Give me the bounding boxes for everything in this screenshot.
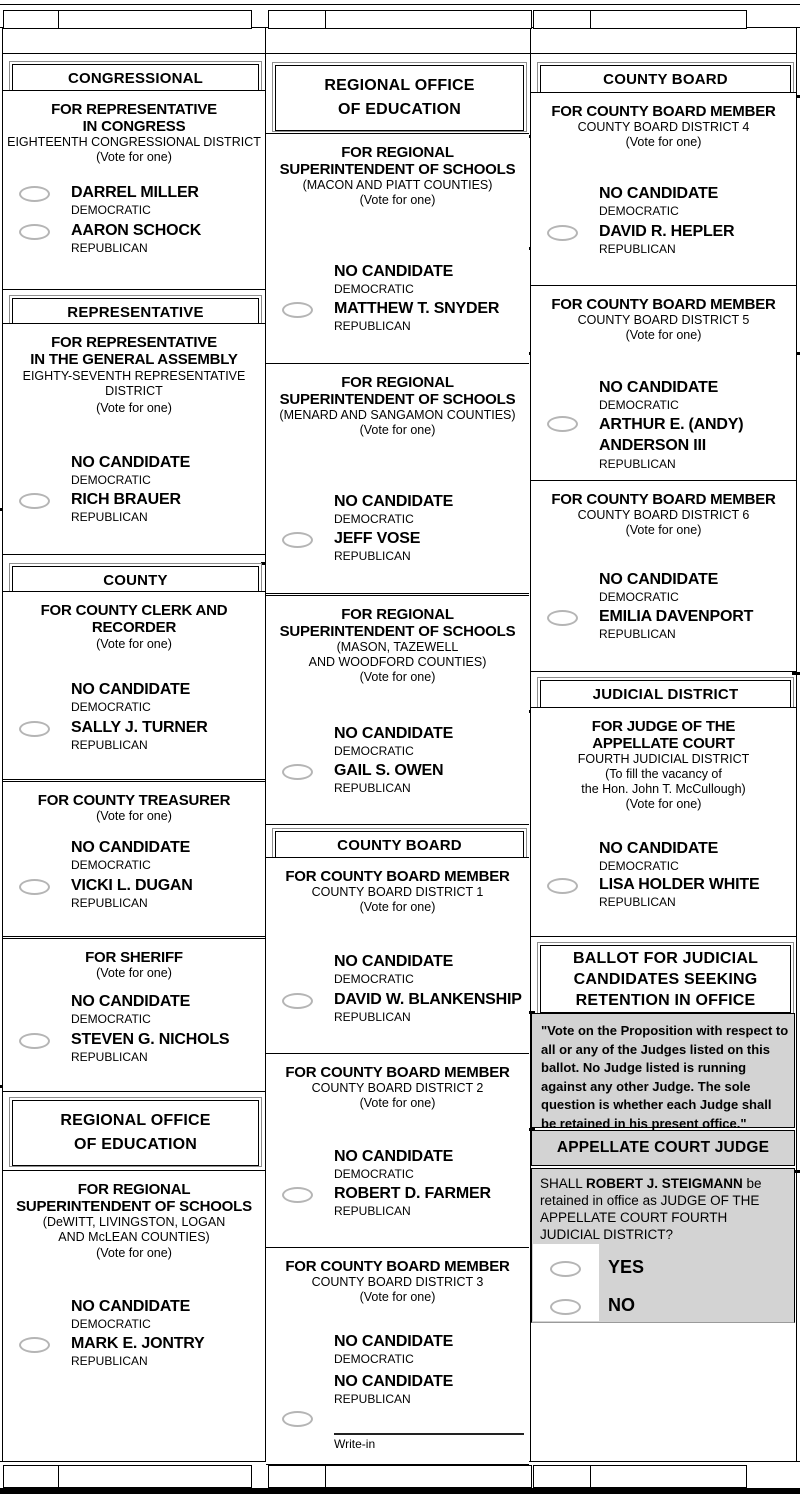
candidate-name-line1: ARTHUR E. (ANDY) <box>599 416 744 433</box>
timing-box <box>533 1465 592 1488</box>
candidate-name: DAVID R. HEPLER <box>599 223 735 240</box>
candidate-row <box>71 184 263 217</box>
candidate-name: NO CANDIDATE <box>334 1333 454 1350</box>
candidate-party: REPUBLICAN <box>334 1204 411 1218</box>
contest-representative-in-congress <box>3 90 265 290</box>
candidate-name: NO CANDIDATE <box>334 1148 454 1165</box>
vote-for-one-note: (Vote for one) <box>625 797 702 811</box>
candidate-row <box>334 991 527 1024</box>
vote-for-one-note: (Vote for one) <box>359 423 436 437</box>
contest-title: FOR REGIONAL SUPERINTENDENT OF SCHOOLS <box>279 374 516 408</box>
contest-title: FOR SHERIFF <box>85 949 183 966</box>
section-header-label: COUNTY <box>103 571 168 589</box>
candidate-name: NO CANDIDATE <box>334 953 454 970</box>
candidate-row <box>71 1335 263 1368</box>
oval-write-in[interactable] <box>282 1411 313 1427</box>
candidate-name: NO CANDIDATE <box>599 185 719 202</box>
candidate-row <box>334 725 527 758</box>
candidate-party: REPUBLICAN <box>71 738 148 752</box>
candidate-row <box>334 762 527 795</box>
contest-regional-superintendent-menard <box>266 363 529 594</box>
candidate-name: RICH BRAUER <box>71 491 181 508</box>
section-header-label: OF EDUCATION <box>338 101 461 118</box>
candidate-name: ROBERT D. FARMER <box>334 1185 491 1202</box>
oval-mark-e-jontry[interactable] <box>19 1337 50 1353</box>
contest-counties: (MENARD AND SANGAMON COUNTIES) <box>279 408 516 422</box>
candidate-name: NO CANDIDATE <box>71 681 191 698</box>
candidate-party: REPUBLICAN <box>334 1010 411 1024</box>
candidate-party: REPUBLICAN <box>599 242 676 256</box>
vote-for-one-note: (Vote for one) <box>359 900 436 914</box>
oval-steven-g-nichols[interactable] <box>19 1033 50 1049</box>
top-edge-line <box>0 4 800 5</box>
candidate-party: REPUBLICAN <box>599 895 676 909</box>
section-header-county-board-2 <box>537 62 794 94</box>
candidate-party: DEMOCRATIC <box>334 1352 414 1366</box>
candidate-party: REPUBLICAN <box>599 627 676 641</box>
contest-title: FOR REPRESENTATIVE IN CONGRESS <box>51 101 217 135</box>
candidate-party: DEMOCRATIC <box>599 398 679 412</box>
section-header-label: BALLOT FOR JUDICIAL <box>572 949 759 967</box>
section-header-label: REGIONAL OFFICE <box>60 1112 211 1129</box>
candidate-row <box>599 185 794 218</box>
candidate-row <box>599 379 794 412</box>
contest-district: EIGHTEENTH CONGRESSIONAL DISTRICT <box>7 135 261 149</box>
candidate-row <box>334 1185 527 1218</box>
timing-box <box>533 10 592 29</box>
candidate-row <box>599 223 794 256</box>
contest-district: COUNTY BOARD DISTRICT 5 <box>577 313 750 327</box>
candidate-name: NO CANDIDATE <box>334 725 454 742</box>
candidate-party: REPUBLICAN <box>71 241 148 255</box>
section-header-label: CONGRESSIONAL <box>67 69 204 87</box>
oval-lisa-holder-white[interactable] <box>547 878 578 894</box>
timing-box <box>3 10 60 29</box>
candidate-name: NO CANDIDATE <box>71 1298 191 1315</box>
contest-title: FOR REGIONAL SUPERINTENDENT OF SCHOOLS <box>16 1181 252 1215</box>
section-header-label: REGIONAL OFFICE <box>324 77 475 94</box>
oval-vicki-l-dugan[interactable] <box>19 879 50 895</box>
timing-tick <box>792 672 800 675</box>
candidate-name: DARREL MILLER <box>71 184 199 201</box>
contest-appellate-court-judge <box>531 707 796 937</box>
section-header-label: REPRESENTATIVE <box>67 303 204 321</box>
candidate-party: DEMOCRATIC <box>334 282 414 296</box>
candidate-party: DEMOCRATIC <box>71 473 151 487</box>
oval-robert-d-farmer[interactable] <box>282 1187 313 1203</box>
candidate-party: REPUBLICAN <box>334 549 411 563</box>
candidate-row <box>71 877 263 910</box>
vote-for-one-note: (Vote for one) <box>96 1246 172 1260</box>
candidate-party: DEMOCRATIC <box>71 700 151 714</box>
retention-question-box <box>531 1168 795 1323</box>
section-header-judicial-retention <box>537 942 794 1014</box>
candidate-name: NO CANDIDATE <box>599 379 719 396</box>
oval-david-w-blankenship[interactable] <box>282 993 313 1009</box>
section-header-label: JUDICIAL DISTRICT <box>592 685 739 703</box>
contest-county-treasurer <box>3 781 265 937</box>
candidate-name: VICKI L. DUGAN <box>71 877 193 894</box>
contest-counties: (MACON AND PIATT COUNTIES) <box>302 178 493 192</box>
candidate-name: LISA HOLDER WHITE <box>599 876 760 893</box>
vote-for-one-note: (Vote for one) <box>96 150 172 164</box>
contest-district: COUNTY BOARD DISTRICT 1 <box>311 885 484 899</box>
candidate-row <box>599 876 794 909</box>
contest-title: FOR REGIONAL SUPERINTENDENT OF SCHOOLS <box>279 606 516 640</box>
candidate-party: REPUBLICAN <box>71 896 148 910</box>
contest-county-clerk-recorder <box>3 591 265 780</box>
timing-box <box>58 10 252 29</box>
contest-district: COUNTY BOARD DISTRICT 4 <box>577 120 750 134</box>
candidate-name: EMILIA DAVENPORT <box>599 608 754 625</box>
vote-for-one-note: (Vote for one) <box>359 193 436 207</box>
timing-box <box>58 1465 252 1488</box>
contest-county-board-d1 <box>266 857 529 1055</box>
candidate-row <box>334 300 527 333</box>
candidate-name: SALLY J. TURNER <box>71 719 208 736</box>
timing-box <box>268 10 327 29</box>
contest-district: FOURTH JUDICIAL DISTRICT <box>577 752 750 766</box>
candidate-name: NO CANDIDATE <box>71 839 191 856</box>
timing-box <box>590 10 747 29</box>
candidate-row <box>334 1148 527 1181</box>
judge-name: ROBERT J. STEIGMANN <box>586 1176 743 1191</box>
vote-for-one-note: (Vote for one) <box>96 966 172 980</box>
candidate-row <box>334 1333 527 1366</box>
contest-general-assembly <box>3 323 265 555</box>
oval-aaron-schock[interactable] <box>19 224 50 240</box>
candidate-party: DEMOCRATIC <box>334 744 414 758</box>
timing-box <box>325 10 532 29</box>
candidate-row <box>71 1298 263 1331</box>
candidate-row <box>71 222 263 255</box>
candidate-row <box>71 491 263 524</box>
candidate-party: DEMOCRATIC <box>71 1317 151 1331</box>
section-header-label: CANDIDATES SEEKING <box>573 970 758 988</box>
contest-county-board-d4 <box>531 92 796 287</box>
oval-david-r-hepler[interactable] <box>547 225 578 241</box>
contest-title: FOR COUNTY CLERK AND RECORDER <box>40 602 228 636</box>
candidate-party: REPUBLICAN <box>334 1392 411 1406</box>
vote-for-one-note: (Vote for one) <box>359 1096 436 1110</box>
contest-district: COUNTY BOARD DISTRICT 6 <box>577 508 750 522</box>
contest-title: FOR COUNTY BOARD MEMBER <box>285 1258 510 1275</box>
contest-title: FOR COUNTY BOARD MEMBER <box>551 491 776 508</box>
section-header-label: OF EDUCATION <box>74 1136 197 1153</box>
candidate-row <box>71 681 263 714</box>
vote-for-one-note: (Vote for one) <box>359 670 436 684</box>
section-header-county-board <box>272 828 527 860</box>
candidate-row <box>71 839 263 872</box>
candidate-party: DEMOCRATIC <box>599 859 679 873</box>
contest-district: COUNTY BOARD DISTRICT 3 <box>311 1275 484 1289</box>
candidate-name: GAIL S. OWEN <box>334 762 444 779</box>
candidate-name-line2: ANDERSON III <box>599 437 706 454</box>
content-top-line <box>2 53 796 54</box>
candidate-row <box>334 263 527 296</box>
contest-title: FOR COUNTY BOARD MEMBER <box>551 296 776 313</box>
candidate-row <box>71 454 263 487</box>
candidate-name: NO CANDIDATE <box>334 1373 454 1390</box>
candidate-party: REPUBLICAN <box>71 1050 148 1064</box>
candidate-name: NO CANDIDATE <box>334 263 454 280</box>
candidate-name: NO CANDIDATE <box>71 993 191 1010</box>
candidate-name: NO CANDIDATE <box>334 493 454 510</box>
oval-retention-no[interactable] <box>550 1299 581 1315</box>
vote-for-one-note: (Vote for one) <box>96 809 172 823</box>
candidate-name: NO CANDIDATE <box>71 454 191 471</box>
candidate-row <box>71 993 263 1026</box>
candidate-party: REPUBLICAN <box>599 457 676 471</box>
candidate-row <box>334 493 527 526</box>
oval-matthew-t-snyder[interactable] <box>282 302 313 318</box>
no-label: NO <box>608 1295 635 1315</box>
timing-box <box>325 1465 532 1488</box>
candidate-name: STEVEN G. NICHOLS <box>71 1031 230 1048</box>
retention-question: SHALL ROBERT J. STEIGMANN be retained in office as JUDGE OF THE APPELLATE COURT FOURTH JUDICIAL DISTRICT? <box>540 1176 762 1242</box>
yes-label: YES <box>608 1257 645 1277</box>
candidate-party: DEMOCRATIC <box>71 203 151 217</box>
section-header-congressional <box>9 61 262 93</box>
candidate-party: DEMOCRATIC <box>334 512 414 526</box>
contest-title: FOR COUNTY BOARD MEMBER <box>285 868 510 885</box>
contest-county-board-d3 <box>266 1247 529 1465</box>
section-header-label: COUNTY BOARD <box>337 836 462 854</box>
candidate-row <box>599 840 794 873</box>
contest-title: FOR COUNTY BOARD MEMBER <box>285 1064 510 1081</box>
oval-rich-brauer[interactable] <box>19 493 50 509</box>
candidate-name: JEFF VOSE <box>334 530 421 547</box>
contest-title: FOR REGIONAL SUPERINTENDENT OF SCHOOLS <box>279 144 516 178</box>
vacancy-note: (To fill the vacancy of the Hon. John T. McCullough) <box>581 767 746 796</box>
oval-arthur-anderson[interactable] <box>547 416 578 432</box>
vote-for-one-note: (Vote for one) <box>96 401 172 415</box>
section-header-regional-office-2 <box>272 62 527 132</box>
right-edge-line <box>796 27 797 1461</box>
contest-title: FOR COUNTY TREASURER <box>37 792 231 809</box>
candidate-name: NO CANDIDATE <box>599 840 719 857</box>
contest-district: COUNTY BOARD DISTRICT 2 <box>311 1081 484 1095</box>
candidate-row <box>599 571 794 604</box>
candidate-row <box>71 1031 263 1064</box>
vote-for-one-note: (Vote for one) <box>625 328 702 342</box>
candidate-party: DEMOCRATIC <box>71 1012 151 1026</box>
contest-counties: (DeWITT, LIVINGSTON, LOGAN AND McLEAN COUNTIES) <box>42 1215 226 1244</box>
vote-for-one-note: (Vote for one) <box>625 523 702 537</box>
contest-sheriff <box>3 938 265 1092</box>
contest-regional-superintendent-macon <box>266 133 529 365</box>
candidate-name: DAVID W. BLANKENSHIP <box>334 991 522 1008</box>
candidate-party: DEMOCRATIC <box>599 204 679 218</box>
oval-retention-yes[interactable] <box>550 1261 581 1277</box>
candidate-name: AARON SCHOCK <box>71 222 202 239</box>
oval-jeff-vose[interactable] <box>282 532 313 548</box>
candidate-name: MATTHEW T. SNYDER <box>334 300 500 317</box>
candidate-row <box>334 1373 527 1406</box>
candidate-party: REPUBLICAN <box>71 1354 148 1368</box>
contest-county-board-d5 <box>531 285 796 482</box>
oval-gail-s-owen[interactable] <box>282 764 313 780</box>
candidate-party: DEMOCRATIC <box>599 590 679 604</box>
appellate-court-judge-header: APPELLATE COURT JUDGE <box>531 1130 795 1166</box>
timing-box <box>268 1465 327 1488</box>
oval-sally-j-turner[interactable] <box>19 721 50 737</box>
section-header-judicial-district <box>537 677 794 709</box>
contest-district: EIGHTY-SEVENTH REPRESENTATIVE DISTRICT <box>22 369 246 398</box>
vote-for-one-note: (Vote for one) <box>359 1290 436 1304</box>
candidate-row <box>599 608 794 641</box>
section-header-label: RETENTION IN OFFICE <box>575 991 756 1009</box>
section-header-label: COUNTY BOARD <box>603 70 728 88</box>
oval-darrel-miller[interactable] <box>19 186 50 202</box>
contest-county-board-d6 <box>531 480 796 672</box>
contest-regional-superintendent-dewitt <box>3 1170 265 1462</box>
bottom-black-bar <box>0 1488 800 1494</box>
contest-county-board-d2 <box>266 1053 529 1249</box>
section-header-regional-office <box>9 1097 262 1167</box>
candidate-party: REPUBLICAN <box>334 781 411 795</box>
candidate-party: REPUBLICAN <box>334 319 411 333</box>
contest-title: FOR JUDGE OF THE APPELLATE COURT <box>591 718 736 752</box>
vote-for-one-note: (Vote for one) <box>96 637 172 651</box>
write-in-label: Write-in <box>334 1437 376 1451</box>
contest-title: FOR COUNTY BOARD MEMBER <box>551 103 776 120</box>
candidate-party: DEMOCRATIC <box>334 972 414 986</box>
write-in-line[interactable] <box>334 1433 524 1435</box>
contest-regional-superintendent-mason <box>266 595 529 825</box>
candidate-row <box>334 953 527 986</box>
candidate-party: REPUBLICAN <box>71 510 148 524</box>
candidate-party: DEMOCRATIC <box>71 858 151 872</box>
timing-box <box>3 1465 60 1488</box>
candidate-name: MARK E. JONTRY <box>71 1335 205 1352</box>
candidate-name: NO CANDIDATE <box>599 571 719 588</box>
oval-emilia-davenport[interactable] <box>547 610 578 626</box>
candidate-row <box>71 719 263 752</box>
candidate-row <box>599 414 794 471</box>
candidate-party: DEMOCRATIC <box>334 1167 414 1181</box>
contest-counties: (MASON, TAZEWELL AND WOODFORD COUNTIES) <box>308 640 487 669</box>
contest-title: FOR REPRESENTATIVE IN THE GENERAL ASSEMBLY <box>30 334 238 368</box>
candidate-row <box>334 530 527 563</box>
timing-box <box>590 1465 747 1488</box>
retention-instructions: "Vote on the Proposition with respect to all or any of the Judges listed on this ballot. No Judge listed is running against any other Judge. The sole question is whether each Judge shall be retained in his present office." <box>531 1013 795 1128</box>
vote-for-one-note: (Vote for one) <box>625 135 702 149</box>
